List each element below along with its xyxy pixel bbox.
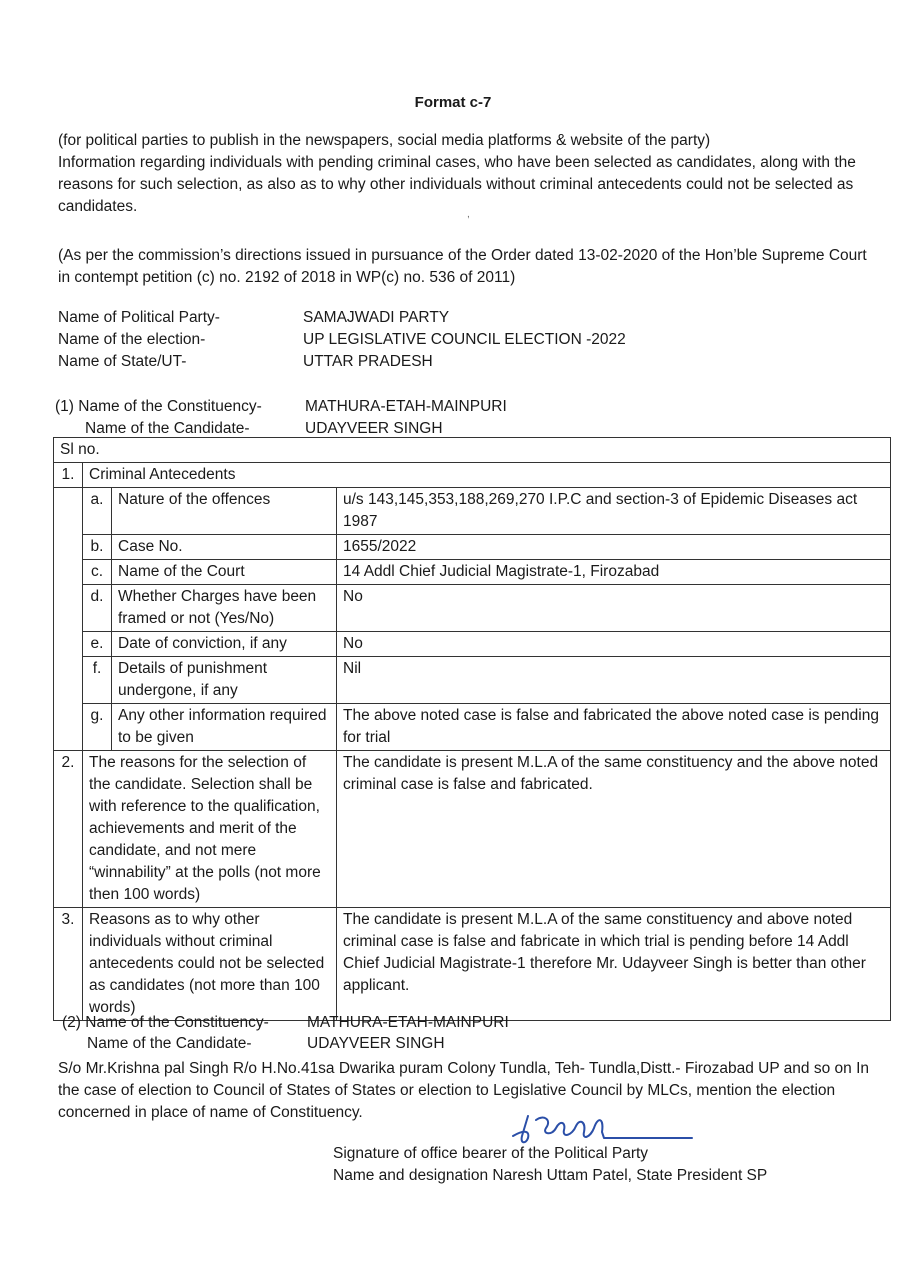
constituency-label: (2) Name of the Constituency- (62, 1014, 269, 1031)
row-label: Nature of the offences (112, 488, 337, 535)
table-row (54, 632, 891, 657)
section-1-title: Criminal Antecedents (83, 463, 891, 488)
section-1-row (54, 463, 891, 488)
table-row (54, 560, 891, 585)
party-label: Name of Political Party- (58, 309, 220, 326)
criminal-antecedents-table (53, 437, 891, 1021)
row-label: Whether Charges have been framed or not (Yes/No) (112, 585, 337, 632)
designation-line: Name and designation Naresh Uttam Patel, State President SP (333, 1167, 768, 1184)
table-row (54, 535, 891, 560)
order-reference: (As per the commission’s directions issued in pursuance of the Order dated 13-02-2020 of the Hon’ble Supreme Court in contempt petition (c) no. 2192 of 2018 in WP(c) no. 536 of 2011) (58, 247, 867, 286)
row-letter: e. (83, 632, 112, 657)
row-value: No (337, 585, 891, 632)
state-label: Name of State/UT- (58, 353, 187, 370)
row-label: Details of punishment undergone, if any (112, 657, 337, 704)
section-2-number: 2. (54, 751, 83, 908)
candidate-value: UDAYVEER SINGH (305, 420, 443, 437)
sl-no-header: Sl no. (54, 438, 891, 463)
row-value: Nil (337, 657, 891, 704)
row-label: Date of conviction, if any (112, 632, 337, 657)
candidate-2-block (62, 1012, 509, 1054)
row-letter: d. (83, 585, 112, 632)
row-label: Name of the Court (112, 560, 337, 585)
constituency-row (62, 1012, 509, 1033)
table-row (54, 704, 891, 751)
row-letter: c. (83, 560, 112, 585)
constituency-value: MATHURA-ETAH-MAINPURI (305, 398, 507, 415)
row-label: Any other information required to be given (112, 704, 337, 751)
row-label: Case No. (112, 535, 337, 560)
candidate-1-block (55, 396, 507, 440)
row-value: No (337, 632, 891, 657)
row-letter: b. (83, 535, 112, 560)
candidate-row (62, 1033, 509, 1054)
election-label: Name of the election- (58, 331, 206, 348)
election-value: UP LEGISLATIVE COUNCIL ELECTION -2022 (303, 331, 626, 348)
constituency-label: (1) Name of the Constituency- (55, 398, 262, 415)
section-2-row (54, 751, 891, 908)
section-3-row (54, 908, 891, 1021)
stray-mark: , (467, 209, 470, 220)
row-value: 14 Addl Chief Judicial Magistrate-1, Firozabad (337, 560, 891, 585)
state-value: UTTAR PRADESH (303, 353, 433, 370)
party-value: SAMAJWADI PARTY (303, 309, 450, 326)
candidate-address-paragraph: S/o Mr.Krishna pal Singh R/o H.No.41sa Dwarika puram Colony Tundla, Teh- Tundla,Distt.- Firozabad UP and so on In the case of election to Council of States of States or election to Legislative Council by MLCs, mention the election concerned in place of name of Constituency. (58, 1060, 870, 1121)
table-row (54, 585, 891, 632)
row-letter: g. (83, 704, 112, 751)
intro-line-2: Information regarding individuals with pending criminal cases, who have been selected as candidates, along with the reasons for such selection, as also as to why other individuals without criminal antecedents could not be selected as candidates. (58, 154, 856, 215)
candidate-label: Name of the Candidate- (85, 420, 250, 437)
document-title: Format c-7 (414, 94, 492, 111)
election-row (58, 329, 626, 351)
intro-block (58, 130, 883, 218)
row-value: The above noted case is false and fabricated the above noted case is pending for trial (337, 704, 891, 751)
state-row (58, 351, 626, 373)
intro-line-1: (for political parties to publish in the newspapers, social media platforms & website of the party) (58, 132, 711, 149)
table-row (54, 488, 891, 535)
party-details (58, 307, 626, 373)
section-2-label: The reasons for the selection of the candidate. Selection shall be with reference to the qualification, achievements and merit of the candidate, and not mere “winnability” at the polls (not more then 100 words) (83, 751, 337, 908)
section-1-number: 1. (54, 463, 83, 488)
row-value: u/s 143,145,353,188,269,270 I.P.C and section-3 of Epidemic Diseases act 1987 (337, 488, 891, 535)
section-2-value: The candidate is present M.L.A of the same constituency and the above noted criminal case is false and fabricated. (337, 751, 891, 908)
candidate-value: UDAYVEER SINGH (307, 1035, 445, 1052)
row-letter: f. (83, 657, 112, 704)
constituency-value: MATHURA-ETAH-MAINPURI (307, 1014, 509, 1031)
row-value: 1655/2022 (337, 535, 891, 560)
signature-block (333, 1143, 767, 1187)
table-header-row (54, 438, 891, 463)
row-letter: a. (83, 488, 112, 535)
table-row (54, 657, 891, 704)
section-3-label: Reasons as to why other individuals without criminal antecedents could not be selected as candidates (not more than 100 words) (83, 908, 337, 1021)
section-3-number: 3. (54, 908, 83, 1021)
party-row (58, 307, 626, 329)
section-3-value: The candidate is present M.L.A of the same constituency and above noted criminal case is false and fabricate in which trial is pending before 14 Addl Chief Judicial Magistrate-1 therefore Mr. Udayveer Singh is better than other applicant. (337, 908, 891, 1021)
constituency-row (55, 396, 507, 418)
candidate-label: Name of the Candidate- (87, 1035, 252, 1052)
signature-line: Signature of office bearer of the Political Party (333, 1145, 649, 1162)
